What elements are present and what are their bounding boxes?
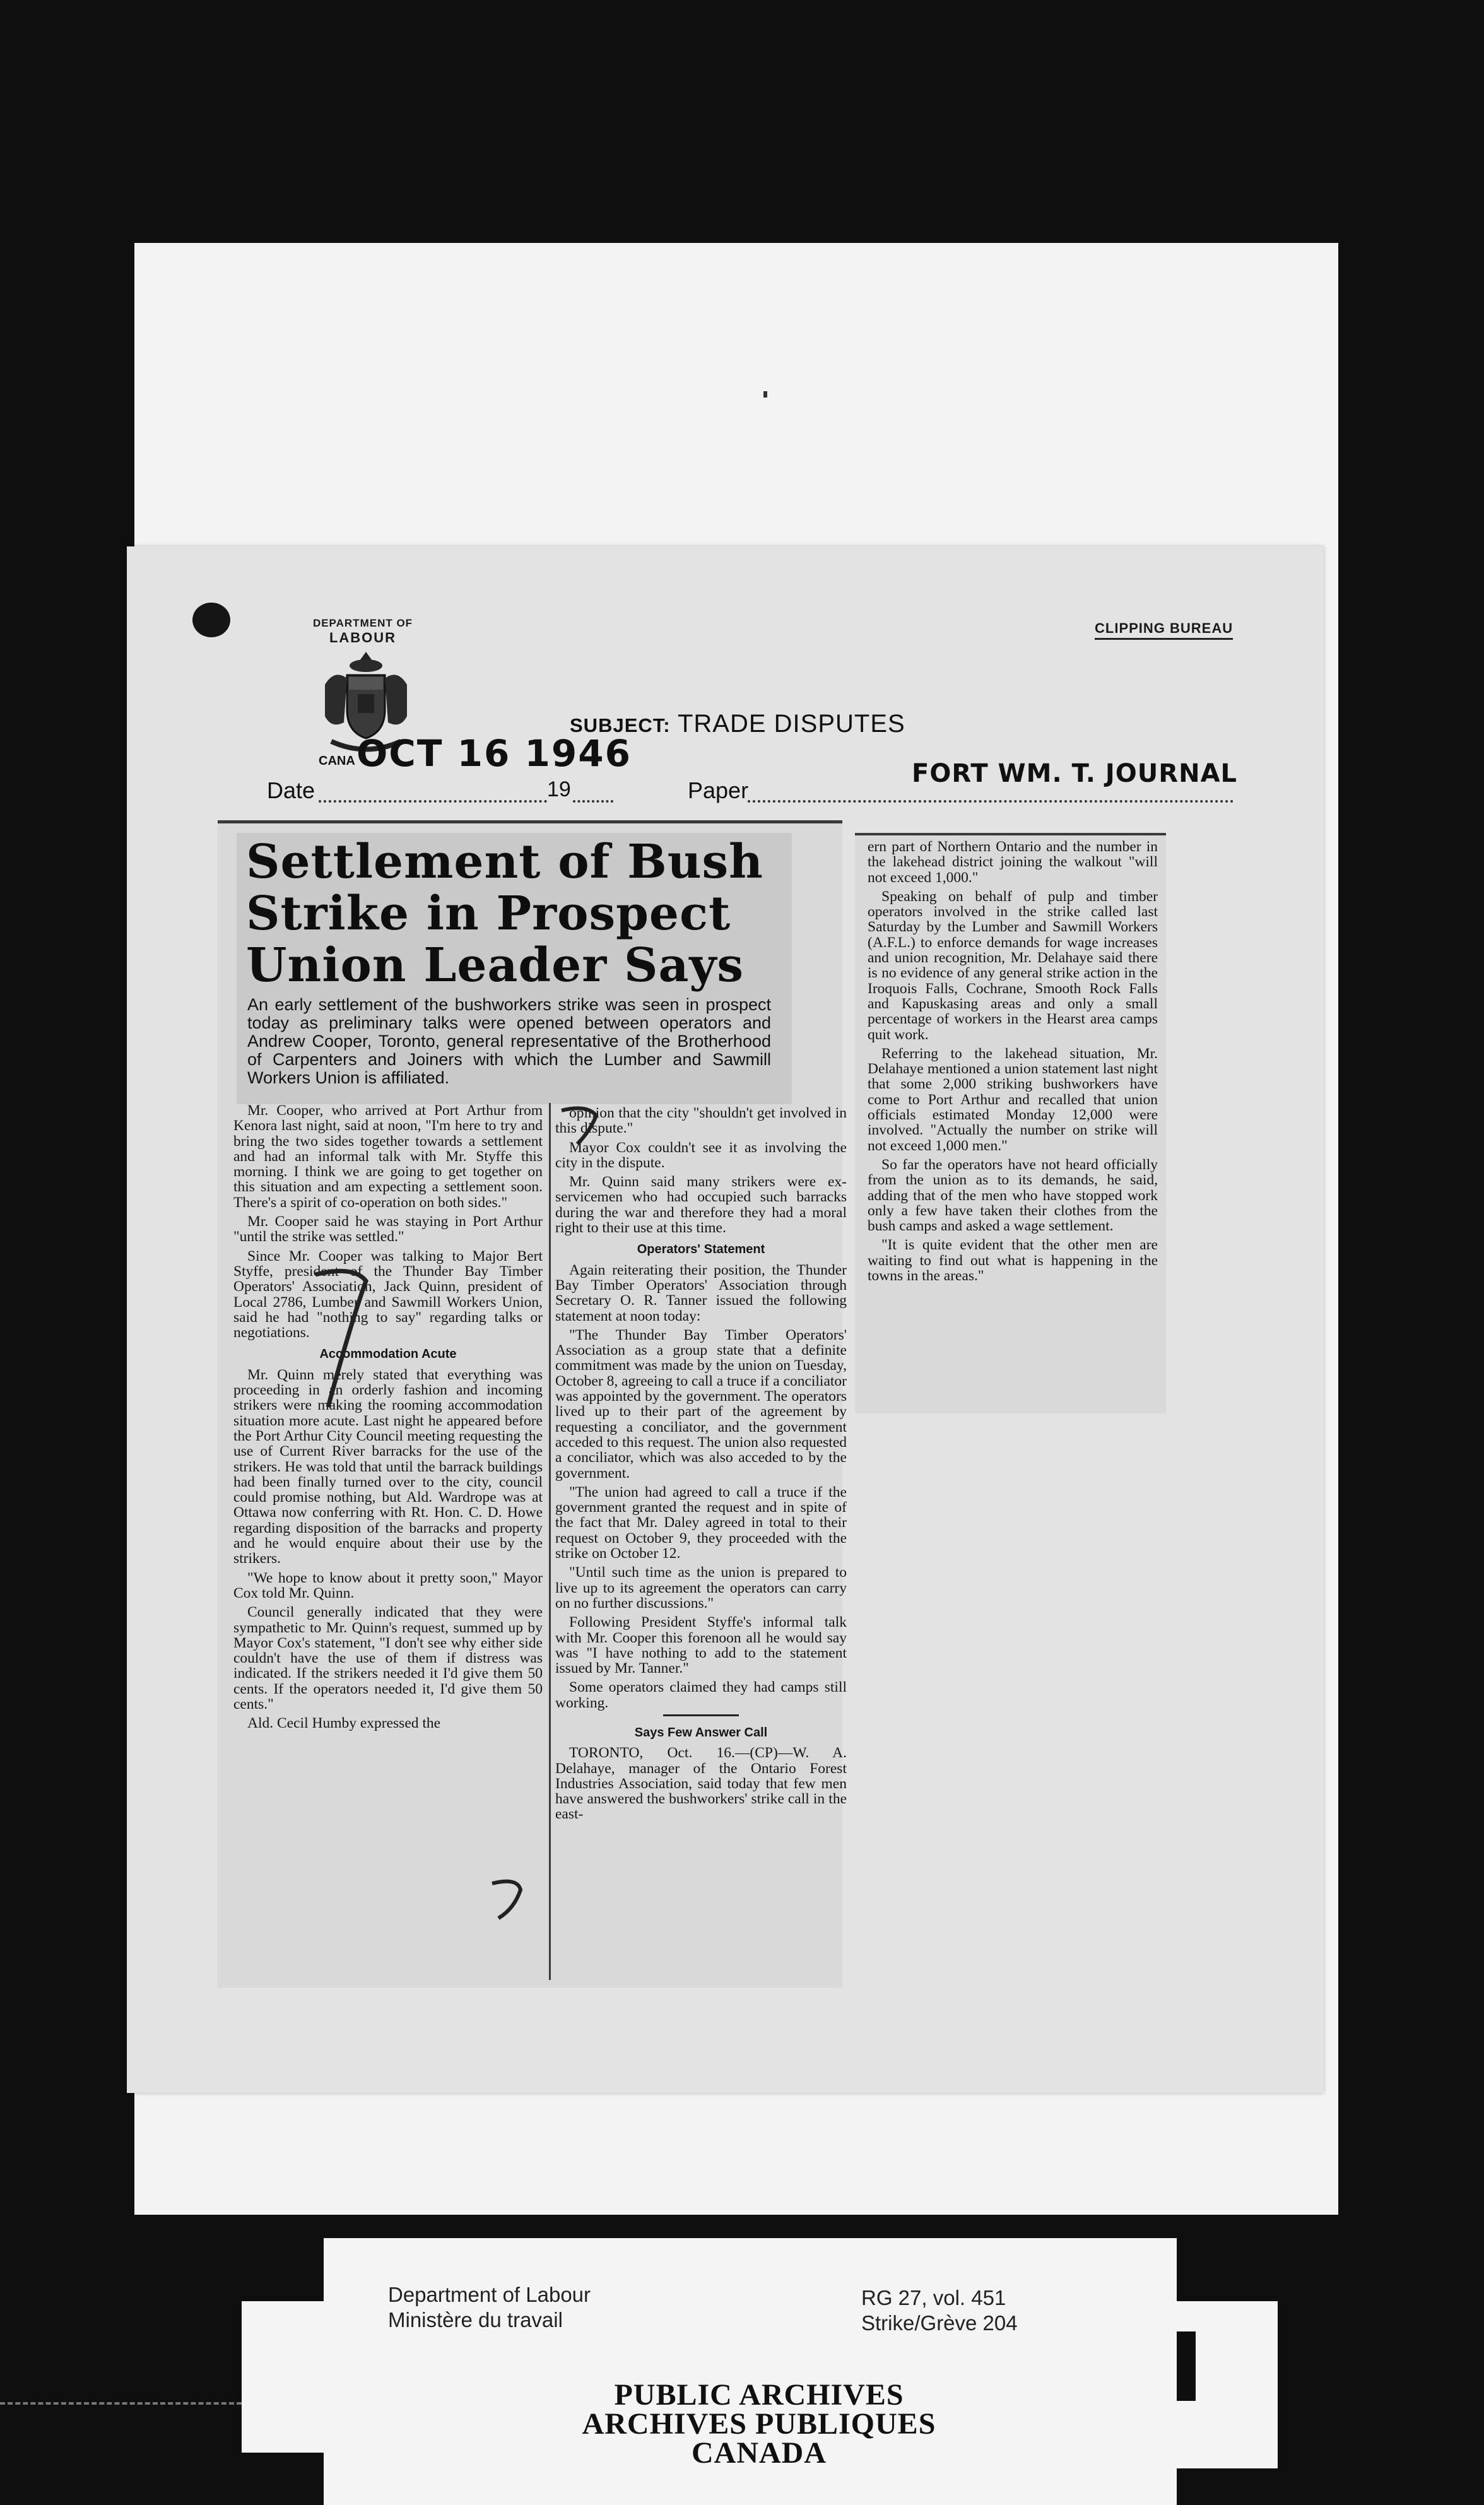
- subheading: Says Few Answer Call: [634, 1725, 768, 1740]
- archives-line-1: PUBLIC ARCHIVES: [614, 2378, 904, 2412]
- dashed-cut-line: [0, 2402, 242, 2405]
- paper-value: FORT WM. T. JOURNAL: [912, 759, 1238, 788]
- article-column-1: [233, 1103, 543, 1735]
- archive-dept-en: Department of Labour: [388, 2283, 591, 2306]
- article-column-2: [555, 1105, 847, 1826]
- paragraph: Referring to the lakehead situation, Mr. Delahaye mentioned a union statement last night that some 2,000 striking bushworkers have come to Port Arthur and recalled that union officials estimated Monday 12,000 were involved. "Actually the number on strike will not exceed 1,000 men.": [868, 1045, 1158, 1154]
- year-prefix: 19: [547, 777, 571, 801]
- paper-dotted-line: [748, 800, 1234, 803]
- clipping-top-rule-right: [855, 833, 1166, 835]
- date-label: Date: [267, 777, 315, 803]
- paragraph: Mr. Cooper said he was staying in Port Arthur "until the strike was settled.": [233, 1213, 543, 1246]
- paragraph: Mr. Quinn said many strikers were ex-servicemen who had occupied such barracks during the war and therefore they had a moral right to their use at this time.: [555, 1174, 847, 1237]
- archive-ref2: Strike/Grève 204: [861, 2311, 1018, 2335]
- paragraph: "The union had agreed to call a truce if the government granted the request and in spite of the fact that Mr. Daley agreed in total to their request on October 9, they proceeded with the strike on October 12.: [555, 1483, 847, 1562]
- paragraph: "We hope to know about it pretty soon," Mayor Cox told Mr. Quinn.: [233, 1569, 543, 1601]
- lead-paragraph: An early settlement of the bushworkers strike was seen in prospect today as preliminary talks were opened between operators and Andrew Cooper, Toronto, general representative of the Brotherhood of Carpenters and Joiners with which the Lumber and Sawmill Workers Union is affiliated.: [247, 995, 771, 1087]
- paragraph: "It is quite evident that the other men are waiting to find out what is happening in the towns in the areas.": [868, 1237, 1158, 1285]
- paragraph: "Until such time as the union is prepared to live up to its agreement the operators can carry on no further discussions.": [555, 1564, 847, 1612]
- clipping-top-rule: [218, 820, 842, 823]
- paragraph: "The Thunder Bay Timber Operators' Association as a group state that a definite commitment was made by the union on Tuesday, October 8, agreeing to call a truce if a conciliator was appointed by the government. The operators lived up to their part of the agreement by requesting a conciliator, and the government acceded to this request. The union also requested a conciliator, which was also acceded to by the government.: [555, 1326, 847, 1482]
- paragraph: Some operators claimed they had camps still working.: [555, 1679, 847, 1711]
- article-column-3: [868, 839, 1158, 1287]
- date-stamp: OCT 16 1946: [356, 732, 632, 775]
- paragraph: TORONTO, Oct. 16.—(CP)—W. A. Delahaye, manager of the Ontario Forest Industries Association, said today that few men have answered the bushworkers' strike call in the east-: [555, 1745, 847, 1823]
- subheading: Operators' Statement: [637, 1242, 765, 1257]
- archives-line-2: ARCHIVES PUBLIQUES: [582, 2407, 936, 2441]
- subject-value: TRADE DISPUTES: [677, 710, 905, 738]
- paragraph: Mr. Quinn merely stated that everything was proceeding in an orderly fashion and incoming strikers were making the rooming accommodation situation more acute. Last night he appeared before the Port Arthur City Council meeting requesting the use of Current River barracks for the use of the strikers. He was told that until the barrack buildings had been finally turned over to the city, council could promise nothing, but Ald. Wardrope was at Ottawa now conferring with Rt. Hon. C. D. Howe regarding disposition of the barracks and property and he would enquire about their use by the strikers.: [233, 1366, 543, 1567]
- label-notch: [1177, 2331, 1196, 2401]
- subject-label: SUBJECT:: [570, 714, 671, 736]
- label-tab-left: [242, 2301, 324, 2453]
- headline: [246, 836, 789, 991]
- paragraph: Mr. Cooper, who arrived at Port Arthur from Kenora last night, said at noon, "I'm here to try and bring the two sides together towards a settlement and had an informal talk with Mr. Styffe this morning. I think we are going to get together on this situation and am expecting a settlement soon. There's a spirit of co-operation on both sides.": [233, 1102, 543, 1211]
- paragraph: Ald. Cecil Humby expressed the: [247, 1715, 441, 1732]
- archive-ref-block: [861, 2285, 1018, 2336]
- clipping-bureau-label: CLIPPING BUREAU: [1095, 620, 1233, 640]
- subject-line: [570, 710, 905, 738]
- paragraph: ern part of Northern Ontario and the number in the lakehead district joining the walkout "will not exceed 1,000.": [868, 839, 1158, 886]
- punch-hole: [192, 603, 230, 637]
- paragraph: Council generally indicated that they were sympathetic to Mr. Quinn's request, summed up by Mayor Cox's statement, "I don't see why either side couldn't have the use of them if distress was indicated. If the strikers needed it I'd give them 50 cents. If the operators needed it, I'd give them 50 cents.": [233, 1604, 543, 1712]
- subheading: Accommodation Acute: [319, 1347, 457, 1362]
- archive-dept-block: [388, 2282, 591, 2333]
- column-divider: [549, 1103, 551, 1980]
- paragraph: Again reiterating their position, the Thunder Bay Timber Operators' Association through Secretary O. R. Tanner issued the following statement at noon today:: [555, 1261, 847, 1324]
- public-archives-title: [481, 2378, 1037, 2470]
- department-heading: [297, 617, 429, 646]
- speck: [763, 391, 767, 398]
- paragraph: Following President Styffe's informal talk with Mr. Cooper this forenoon all he would say was "I have nothing to add to the statement issued by Mr. Tanner.": [555, 1614, 847, 1677]
- archive-ref1: RG 27, vol. 451: [861, 2286, 1006, 2309]
- department-line1: DEPARTMENT OF: [312, 617, 413, 629]
- headline-line-1: Settlement of Bush: [246, 835, 763, 889]
- paragraph: Mayor Cox couldn't see it as involving the city in the dispute.: [555, 1139, 847, 1171]
- section-rule: [663, 1714, 739, 1716]
- headline-line-2: Strike in Prospect: [246, 887, 731, 941]
- paragraph: So far the operators have not heard officially from the union as to its demands, he said, adding that of the men who have stopped work only a few have taken their clothes from the bush camps and asked a wage settlement.: [868, 1156, 1158, 1235]
- headline-line-3: Union Leader Says: [246, 938, 745, 993]
- paragraph: Since Mr. Cooper was talking to Major Bert Styffe, president of the Thunder Bay Timber Operators' Association, Jack Quinn, president of Local 2786, Lumber and Sawmill Workers Union, said he had "nothing to say" regarding talks or negotiations.: [233, 1247, 543, 1341]
- paragraph: Speaking on behalf of pulp and timber operators involved in the strike called last Saturday by the Lumber and Sawmill Workers (A.F.L.) to enforce demands for wage increases and union recognition, Mr. Delahaye said there is no evidence of any general strike action in the Iroquois Falls, Cochrane, Smooth Rock Falls and Kapuskasing areas and only a small percentage of workers in the Hearst area camps quit work.: [868, 888, 1158, 1043]
- canada-word: CANA: [319, 754, 355, 768]
- archive-dept-fr: Ministère du travail: [388, 2308, 563, 2331]
- paragraph: opinion that the city "shouldn't get involved in this dispute.": [555, 1105, 847, 1137]
- year-dotted-line: [573, 800, 613, 803]
- paper-label: Paper: [688, 777, 749, 803]
- date-dotted-line: [319, 800, 547, 803]
- archives-line-3: CANADA: [692, 2436, 827, 2470]
- department-line2: LABOUR: [329, 630, 397, 645]
